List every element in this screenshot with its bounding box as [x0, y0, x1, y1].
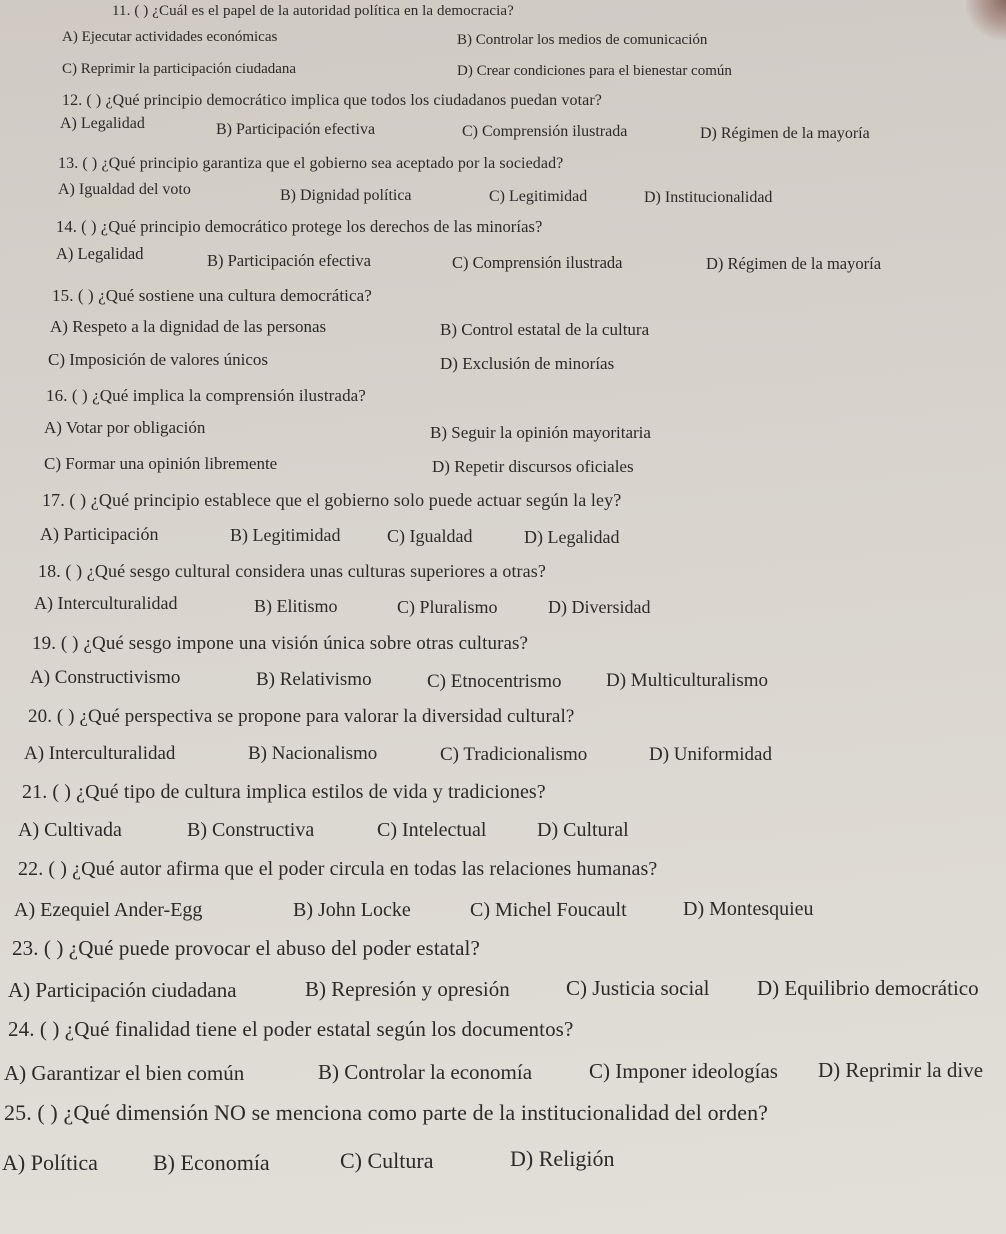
question-number: 15.	[52, 285, 78, 305]
option-c: C) Justicia social	[566, 976, 710, 1001]
question-25	[4, 1099, 769, 1125]
answer-blank[interactable]: ( )	[60, 632, 84, 654]
option-c: C) Imposición de valores únicos	[48, 349, 269, 369]
option-b: B) Economía	[153, 1149, 270, 1175]
option-a: A) Votar por obligación	[44, 417, 206, 437]
option-c: C) Cultura	[340, 1147, 434, 1173]
option-c: C) Comprensión ilustrada	[462, 123, 628, 141]
option-b: B) Represión y opresión	[305, 977, 510, 1002]
question-number: 20.	[28, 705, 57, 727]
question-13	[58, 156, 563, 172]
question-22	[18, 859, 657, 879]
option-d: D) Repetir discursos oficiales	[432, 456, 634, 476]
answer-blank[interactable]: ( )	[65, 561, 87, 582]
question-number: 14.	[56, 216, 82, 236]
question-18	[38, 562, 546, 580]
option-d: D) Institucionalidad	[644, 189, 773, 207]
question-number: 13.	[58, 155, 83, 173]
option-b: B) Legitimidad	[230, 525, 341, 546]
option-d: D) Equilibrio democrático	[757, 976, 979, 1001]
option-a: A) Cultivada	[18, 819, 122, 841]
answer-blank[interactable]: ( )	[82, 155, 102, 173]
option-b: B) Controlar la economía	[318, 1060, 533, 1085]
option-d: D) Crear condiciones para el bienestar común	[457, 62, 732, 79]
question-text: ¿Qué dimensión NO se menciona como parte de la institucionalidad del orden?	[63, 1099, 769, 1125]
option-a: A) Legalidad	[60, 115, 145, 133]
question-number: 21.	[22, 781, 53, 803]
answer-blank[interactable]: ( )	[86, 92, 106, 110]
option-c: C) Pluralismo	[397, 597, 498, 618]
option-a: A) Legalidad	[56, 243, 144, 263]
answer-blank[interactable]: ( )	[56, 705, 80, 727]
option-c: C) Comprensión ilustrada	[452, 252, 623, 272]
question-15	[52, 287, 372, 304]
question-text: ¿Qué principio democrático protege los derechos de las minorías?	[100, 216, 543, 236]
option-a: A) Participación	[40, 524, 159, 545]
question-text: ¿Qué tipo de cultura implica estilos de vida y tradiciones?	[76, 781, 546, 803]
option-c: C) Michel Foucault	[470, 899, 627, 921]
option-d: D) Legalidad	[524, 527, 620, 548]
option-d: D) Reprimir la dive	[818, 1058, 984, 1083]
option-b: B) Seguir la opinión mayoritaria	[430, 422, 651, 442]
option-b: B) Participación efectiva	[216, 121, 376, 139]
answer-blank[interactable]: ( )	[39, 1017, 65, 1042]
question-number: 12.	[62, 92, 87, 110]
question-text: ¿Qué autor afirma que el poder circula en todas las relaciones humanas?	[72, 858, 658, 880]
answer-blank[interactable]: ( )	[71, 385, 93, 405]
question-number: 18.	[38, 561, 66, 582]
option-a: A) Participación ciudadana	[8, 978, 237, 1003]
question-number: 19.	[32, 632, 61, 654]
option-b: B) John Locke	[293, 899, 411, 921]
option-b: B) Nacionalismo	[248, 742, 378, 764]
option-b: B) Participación efectiva	[207, 250, 372, 270]
option-d: D) Régimen de la mayoría	[700, 125, 870, 143]
answer-blank[interactable]: ( )	[81, 216, 101, 236]
question-text: ¿Qué principio establece que el gobierno solo puede actuar según la ley?	[90, 490, 622, 511]
question-17	[42, 491, 621, 509]
question-number: 22.	[18, 858, 49, 880]
question-12	[62, 93, 602, 109]
option-a: A) Constructivismo	[30, 666, 181, 688]
option-d: D) Exclusión de minorías	[440, 353, 615, 373]
question-text: ¿Qué implica la comprensión ilustrada?	[92, 385, 366, 405]
option-a: A) Política	[2, 1149, 98, 1175]
question-number: 25.	[4, 1099, 38, 1125]
question-number: 16.	[46, 385, 72, 405]
option-b: B) Elitismo	[254, 596, 338, 617]
answer-blank[interactable]: ( )	[52, 781, 77, 803]
option-a: A) Igualdad del voto	[58, 181, 191, 199]
finger-shadow	[966, 0, 1006, 40]
question-number: 17.	[42, 490, 70, 511]
answer-blank[interactable]: ( )	[48, 858, 73, 880]
question-20	[28, 707, 574, 726]
option-c: C) Igualdad	[387, 526, 473, 547]
option-c: C) Imponer ideologías	[589, 1059, 778, 1084]
question-19	[32, 634, 528, 653]
question-text: ¿Cuál es el papel de la autoridad política en la democracia?	[152, 2, 514, 19]
option-c: C) Legitimidad	[489, 188, 588, 206]
option-c: C) Tradicionalismo	[440, 743, 588, 765]
option-d: D) Montesquieu	[683, 898, 814, 920]
option-a: A) Garantizar el bien común	[4, 1061, 245, 1086]
question-number: 23.	[12, 936, 44, 961]
option-d: D) Multiculturalismo	[606, 669, 769, 691]
option-a: A) Ejecutar actividades económicas	[62, 28, 278, 45]
answer-blank[interactable]: ( )	[134, 2, 153, 19]
option-d: D) Religión	[510, 1145, 615, 1171]
option-a: A) Interculturalidad	[34, 593, 178, 614]
option-d: D) Diversidad	[548, 597, 651, 618]
option-b: B) Dignidad política	[280, 187, 412, 205]
option-b: B) Constructiva	[187, 819, 315, 841]
question-text: ¿Qué sesgo cultural considera unas culturas superiores a otras?	[86, 561, 546, 582]
question-23	[12, 938, 480, 959]
option-a: A) Interculturalidad	[24, 742, 176, 764]
answer-blank[interactable]: ( )	[37, 1099, 64, 1125]
option-d: D) Uniformidad	[649, 743, 772, 765]
option-c: C) Formar una opinión libremente	[44, 453, 278, 473]
question-number: 24.	[8, 1017, 40, 1042]
answer-blank[interactable]: ( )	[77, 285, 99, 305]
question-11	[112, 4, 514, 19]
option-a: A) Ezequiel Ander-Egg	[14, 899, 203, 921]
question-text: ¿Qué perspectiva se propone para valorar la diversidad cultural?	[79, 705, 575, 727]
question-text: ¿Qué principio garantiza que el gobierno sea aceptado por la sociedad?	[101, 155, 564, 173]
question-number: 11.	[112, 2, 135, 19]
question-text: ¿Qué finalidad tiene el poder estatal según los documentos?	[64, 1017, 574, 1042]
question-21	[22, 782, 546, 802]
question-text: ¿Qué puede provocar el abuso del poder estatal?	[68, 936, 480, 961]
option-b: B) Relativismo	[256, 668, 372, 690]
question-14	[56, 216, 543, 236]
option-b: B) Controlar los medios de comunicación	[457, 31, 708, 48]
question-16	[46, 387, 366, 404]
option-c: C) Intelectual	[377, 819, 487, 841]
question-text: ¿Qué principio democrático implica que todos los ciudadanos puedan votar?	[105, 92, 602, 110]
option-c: C) Reprimir la participación ciudadana	[62, 60, 297, 77]
question-24	[8, 1019, 573, 1040]
question-text: ¿Qué sostiene una cultura democrática?	[98, 285, 372, 305]
option-d: D) Régimen de la mayoría	[706, 253, 882, 273]
answer-blank[interactable]: ( )	[69, 490, 91, 511]
question-text: ¿Qué sesgo impone una visión única sobre otras culturas?	[83, 632, 529, 654]
answer-blank[interactable]: ( )	[43, 936, 69, 961]
option-a: A) Respeto a la dignidad de las personas	[50, 316, 327, 336]
option-c: C) Etnocentrismo	[427, 670, 562, 692]
option-b: B) Control estatal de la cultura	[440, 319, 650, 339]
option-d: D) Cultural	[537, 819, 629, 841]
